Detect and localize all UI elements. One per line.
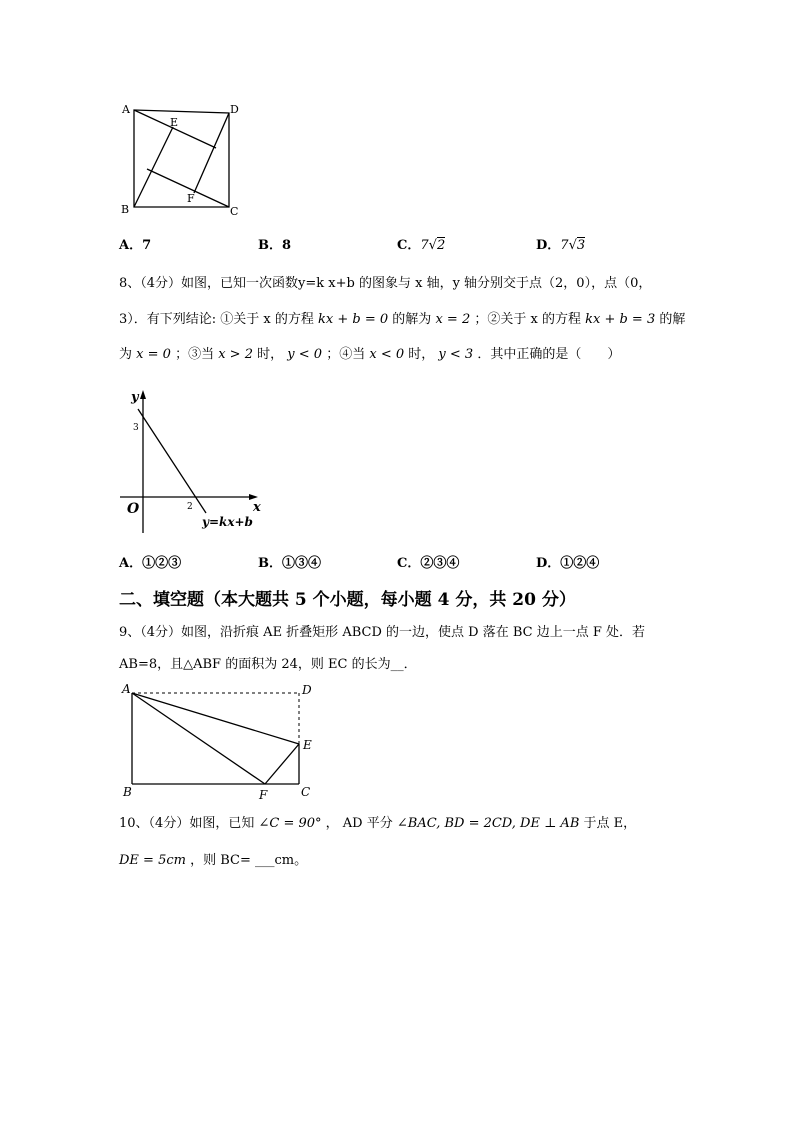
vertex-label-f: F bbox=[259, 788, 268, 802]
vertex-label-e: E bbox=[170, 116, 179, 129]
q7-option-c-prefix: C． bbox=[397, 238, 421, 253]
equation: y < 0 bbox=[287, 347, 323, 362]
q8-text: ．其中正确的是（ ） bbox=[477, 347, 621, 362]
equation: x = 2 bbox=[435, 312, 471, 327]
origin-label: O bbox=[127, 501, 140, 517]
equation: x < 0 bbox=[369, 347, 405, 362]
q8-text: 的解为 bbox=[392, 312, 432, 327]
y-axis-arrow-icon bbox=[140, 390, 146, 399]
q7-option-d-radicand: 3 bbox=[576, 238, 586, 253]
q8-line-1: 8、（4分）如图，已知一次函数y=k x+b 的图象与 x 轴，y 轴分别交于点（2，0），点（0， bbox=[119, 276, 652, 291]
equation: kx + b = 0 bbox=[318, 312, 389, 327]
equation: ∠BAC, BD = 2CD, DE ⊥ AB bbox=[396, 816, 580, 831]
vertex-label-a: A bbox=[122, 682, 131, 696]
q7-option-c bbox=[397, 234, 445, 253]
q8-text: 为 bbox=[119, 347, 133, 362]
equation: y < 3 bbox=[438, 347, 474, 362]
vertex-label-f: F bbox=[187, 192, 195, 205]
q8-line-2 bbox=[119, 311, 685, 329]
vertex-label-d: D bbox=[302, 683, 312, 697]
q8-line-3 bbox=[119, 346, 620, 364]
q8-option-b: B．①③④ bbox=[258, 556, 321, 571]
q7-option-a: A．7 bbox=[119, 238, 152, 253]
vertex-label-c: C bbox=[301, 785, 311, 799]
y-intercept-label: 3 bbox=[133, 423, 139, 433]
sqrt-symbol: √ bbox=[428, 238, 437, 253]
q8-option-d: D．①②④ bbox=[536, 556, 600, 571]
q10-text: ， AD 平分 bbox=[325, 816, 393, 831]
sqrt-symbol: √ bbox=[568, 238, 577, 253]
q8-text: 时， bbox=[257, 347, 284, 362]
equation: kx + b = 3 bbox=[585, 312, 656, 327]
vertex-label-b: B bbox=[121, 203, 130, 216]
vertex-label-d: D bbox=[230, 103, 239, 116]
folded-rectangle-figure bbox=[118, 680, 328, 802]
q7-option-d-coef: 7 bbox=[560, 238, 569, 253]
x-axis-label: x bbox=[253, 500, 261, 515]
function-label: y=kx+b bbox=[202, 515, 253, 529]
q9-line-1: 9、（4分）如图，沿折痕 AE 折叠矩形 ABCD 的一边，使点 D 落在 BC 边上一点 F 处．若 bbox=[119, 625, 645, 640]
q10-text: ，则 BC= ___cm。 bbox=[190, 853, 308, 868]
q10-line-2 bbox=[119, 852, 307, 870]
square-figure bbox=[118, 100, 248, 220]
q7-option-d bbox=[536, 234, 585, 253]
q9-line-2: AB=8，且△ABF 的面积为 24，则 EC 的长为__． bbox=[119, 657, 417, 672]
equation: DE = 5cm bbox=[119, 853, 186, 868]
q10-line-1 bbox=[119, 815, 636, 833]
linear-function-graph bbox=[112, 385, 272, 535]
q7-option-c-coef: 7 bbox=[420, 238, 429, 253]
q7-option-b: B．8 bbox=[258, 238, 292, 253]
q8-option-c: C．②③④ bbox=[397, 556, 460, 571]
y-axis-label: y bbox=[131, 390, 139, 405]
q7-option-c-radicand: 2 bbox=[436, 238, 446, 253]
q8-text: ；②关于 x 的方程 bbox=[474, 312, 581, 327]
vertex-label-c: C bbox=[230, 205, 239, 218]
q8-option-a: A．①②③ bbox=[119, 556, 182, 571]
q8-text: 时， bbox=[408, 347, 435, 362]
q8-text: 的解 bbox=[659, 312, 686, 327]
vertex-label-a: A bbox=[122, 103, 130, 116]
x-intercept-label: 2 bbox=[187, 502, 193, 512]
vertex-label-e: E bbox=[303, 738, 312, 752]
q8-text: 3）．有下列结论: ①关于 x 的方程 bbox=[119, 312, 314, 327]
equation: x = 0 bbox=[136, 347, 171, 362]
q8-text: ；④当 bbox=[326, 347, 366, 362]
equation: x > 2 bbox=[218, 347, 253, 362]
q10-text: 10、（4分）如图，已知 bbox=[119, 816, 255, 831]
q10-text: 于点 E， bbox=[583, 816, 637, 831]
equation: ∠C = 90° bbox=[258, 816, 322, 831]
q8-text: ；③当 bbox=[175, 347, 215, 362]
section-heading: 二、填空题（本大题共 5 个小题，每小题 4 分，共 20 分） bbox=[119, 590, 576, 610]
q7-option-d-prefix: D． bbox=[536, 238, 561, 253]
vertex-label-b: B bbox=[123, 785, 132, 799]
